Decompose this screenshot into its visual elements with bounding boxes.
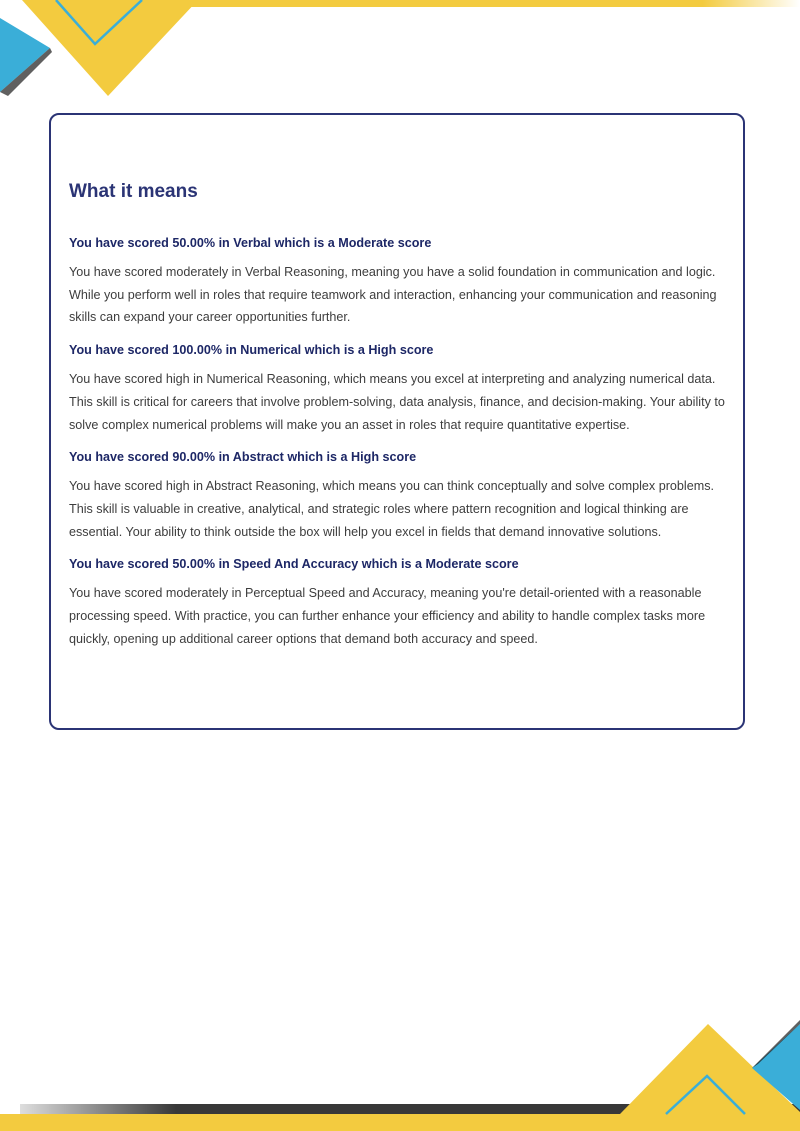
section-body-numerical: You have scored high in Numerical Reasoning, which means you excel at interpreting and analyzing numerical data. This skill is critical for careers that involve problem-solving, data analysis, finance, and decision-making. Your ability to solve complex numerical problems will make you an asset in roles that require quantitative expertise. <box>69 372 725 432</box>
bottom-dark-band <box>20 1104 800 1114</box>
abstract-section <box>69 449 725 543</box>
bottom-blue-triangle <box>752 1024 800 1110</box>
bottom-dark-shadow <box>752 1020 800 1068</box>
numerical-section <box>69 342 725 436</box>
section-heading-abstract: You have scored 90.00% in Abstract which is a High score <box>69 450 417 465</box>
top-blue-triangle <box>0 18 50 92</box>
bottom-right-corner-decoration <box>0 1020 800 1131</box>
top-dark-shadow <box>0 48 52 96</box>
card-title: What it means <box>69 181 198 202</box>
bottom-yellow-band <box>0 1114 800 1131</box>
section-heading-verbal: You have scored 50.00% in Verbal which is a Moderate score <box>69 236 432 250</box>
section-heading-speed-accuracy: You have scored 50.00% in Speed And Accuracy which is a Moderate score <box>69 557 519 572</box>
top-yellow-band <box>150 0 800 7</box>
top-left-corner-decoration <box>0 0 800 96</box>
section-heading-numerical: You have scored 100.00% in Numerical which is a High score <box>69 343 434 358</box>
bottom-yellow-triangle <box>620 1024 800 1114</box>
report-card <box>49 113 745 730</box>
section-body-speed-accuracy: You have scored moderately in Perceptual Speed and Accuracy, meaning you're detail-oriented with a reasonable processing speed. With practice, you can further enhance your efficiency and ability to handle complex tasks more quickly, opening up additional career options that demand both accuracy and speed. <box>69 586 706 646</box>
verbal-section <box>69 235 725 329</box>
section-body-abstract: You have scored high in Abstract Reasoning, which means you can think conceptually and solve complex problems. This skill is valuable in creative, analytical, and strategic roles where pattern recognition and logical thinking are essential. Your ability to think outside the box will help you excel in fields that demand innovative solutions. <box>69 479 714 539</box>
top-blue-chevron <box>56 0 142 44</box>
bottom-blue-chevron <box>666 1076 745 1114</box>
speed-accuracy-section <box>69 556 725 650</box>
top-yellow-triangle <box>22 0 198 96</box>
section-body-verbal: You have scored moderately in Verbal Reasoning, meaning you have a solid foundation in communication and logic. While you perform well in roles that require teamwork and interaction, enhancing your communication and reasoning skills can expand your career opportunities further. <box>69 265 717 325</box>
